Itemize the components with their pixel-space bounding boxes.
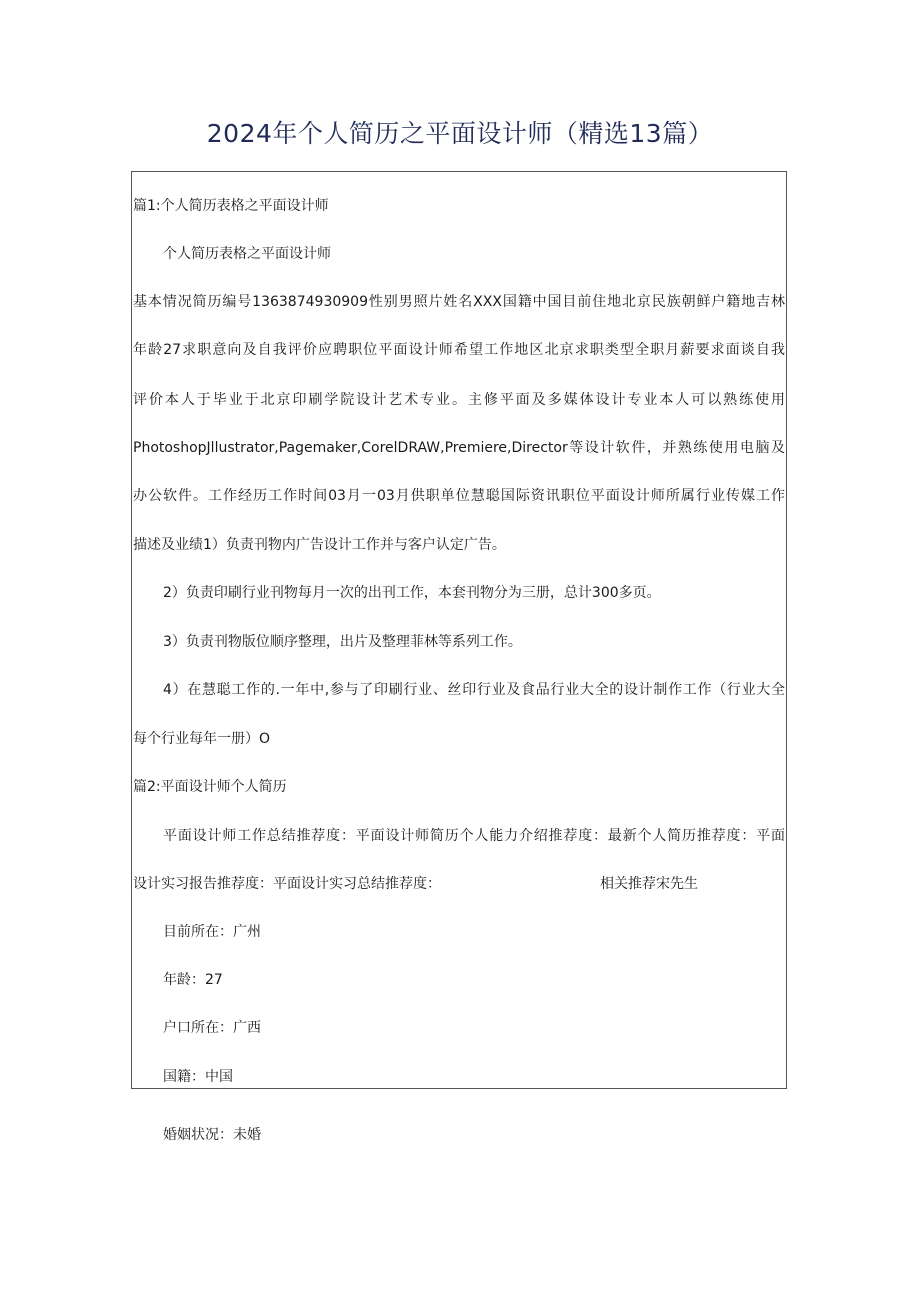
body-line: 描述及业绩1）负责刊物内广告设计工作并与客户认定广告。 <box>133 537 506 553</box>
list-item: 4）在慧聪工作的.一年中,参与了印刷行业、丝印行业及食品行业大全的设计制作工作（行业大全 <box>163 682 785 698</box>
page-title: 2024年个人简历之平面设计师（精选13篇） <box>206 119 714 148</box>
body-line: 办公软件。工作经历工作时间03月一03月供职单位慧聪国际资讯职位平面设计师所属行业传媒工作 <box>133 488 785 504</box>
list-item: 2）负责印刷行业刊物每月一次的出刊工作，本套刊物分为三册，总计300多页。 <box>163 585 661 601</box>
body-line: 年龄27求职意向及自我评价应聘职位平面设计师希望工作地区北京求职类型全职月薪要求面谈自我 <box>133 342 785 358</box>
body-line: 平面设计师工作总结推荐度：平面设计师简历个人能力介绍推荐度：最新个人简历推荐度：平面 <box>163 828 785 844</box>
related-recommend: 相关推荐宋先生 <box>600 876 698 892</box>
info-marital-status: 婚姻状况：未婚 <box>163 1127 261 1143</box>
section-heading-2: 篇2:平面设计师个人简历 <box>133 779 287 795</box>
info-hukou: 户口所在：广西 <box>163 1020 261 1036</box>
info-location: 目前所在：广州 <box>163 924 261 940</box>
body-line: PhotoshopJllustrator,Pagemaker,CorelDRAW,Premiere,Director等设计软件，并熟练使用电脑及 <box>133 440 785 456</box>
body-line: 每个行业每年一册）O <box>133 731 271 747</box>
subheading: 个人简历表格之平面设计师 <box>163 246 331 262</box>
info-age: 年龄：27 <box>163 972 223 988</box>
list-item: 3）负责刊物版位顺序整理，出片及整理菲林等系列工作。 <box>163 634 522 650</box>
body-line: 基本情况简历编号1363874930909性别男照片姓名XXX国籍中国目前住地北京民族朝鲜户籍地吉林 <box>133 294 785 310</box>
info-nationality: 国籍：中国 <box>163 1069 233 1085</box>
section-heading-1: 篇1:个人简历表格之平面设计师 <box>133 198 329 214</box>
body-line: 评价本人于毕业于北京印刷学院设计艺术专业。主修平面及多媒体设计专业本人可以熟练使用 <box>133 392 785 408</box>
body-line: 设计实习报告推荐度：平面设计实习总结推荐度： <box>133 876 441 892</box>
